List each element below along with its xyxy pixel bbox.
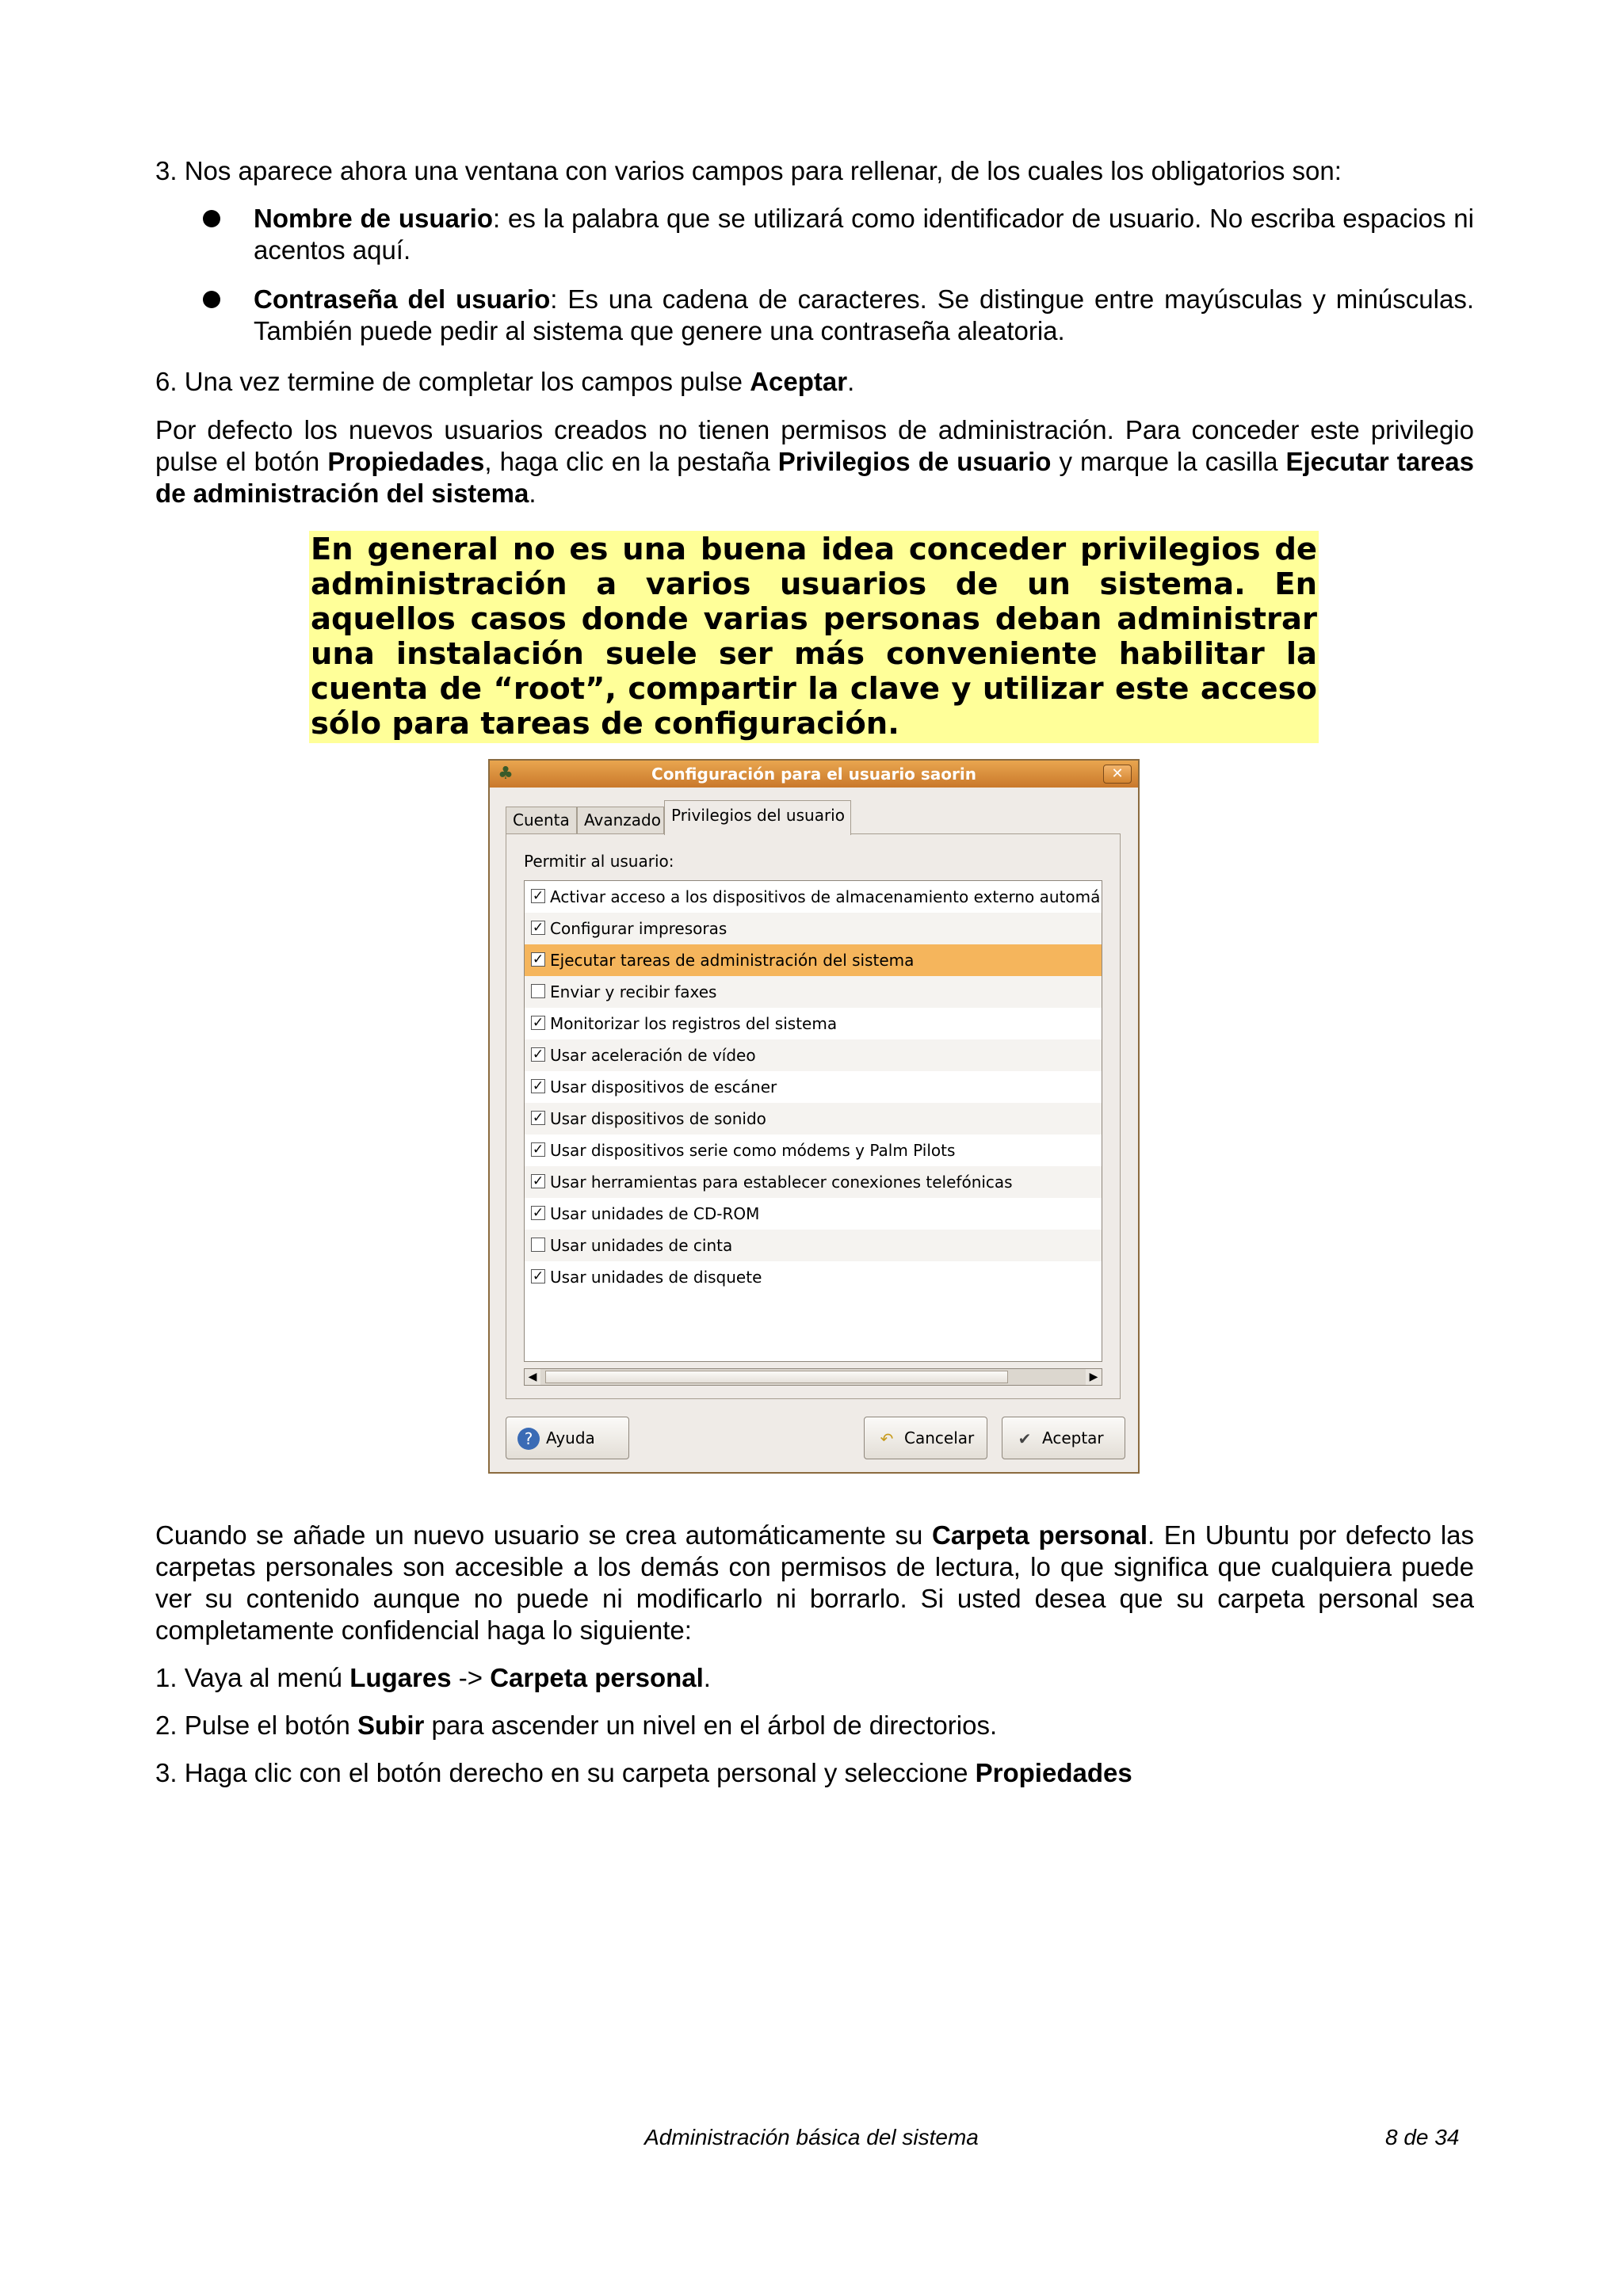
step-1-prefix: 1. Vaya al menú bbox=[155, 1663, 350, 1692]
checkbox-checked[interactable]: ✓ bbox=[532, 952, 544, 967]
paragraph-privileges bbox=[155, 414, 1474, 509]
scroll-right-icon[interactable]: ▶ bbox=[1086, 1369, 1102, 1385]
item-6-text bbox=[155, 366, 854, 398]
privilege-label: Usar dispositivos de escáner bbox=[550, 1077, 777, 1097]
step-1-bold-1: Lugares bbox=[349, 1663, 452, 1692]
privilege-label: Usar unidades de disquete bbox=[550, 1268, 762, 1287]
step-3-prefix: 3. Haga clic con el botón derecho en su carpeta personal y seleccione bbox=[155, 1758, 976, 1787]
checkbox-unchecked[interactable] bbox=[531, 1238, 545, 1252]
checkbox-checked[interactable]: ✓ bbox=[532, 1015, 544, 1031]
privilege-label: Usar unidades de cinta bbox=[550, 1236, 733, 1255]
ok-button-label: Aceptar bbox=[1042, 1428, 1104, 1447]
checkbox-checked[interactable]: ✓ bbox=[532, 920, 544, 936]
bullet-username-desc: : es la palabra que se utilizará como identificador de usuario. No escriba espacios ni acentos aquí. bbox=[254, 204, 1474, 265]
privilege-row[interactable] bbox=[525, 1103, 1102, 1135]
checkbox-checked[interactable]: ✓ bbox=[532, 1268, 544, 1284]
para1-bold-1: Propiedades bbox=[327, 447, 485, 476]
step-3 bbox=[155, 1757, 1132, 1789]
checkbox-checked[interactable]: ✓ bbox=[532, 1078, 544, 1094]
para2-bold-1: Carpeta personal bbox=[931, 1520, 1148, 1550]
bullet-dot bbox=[203, 210, 220, 227]
privilege-row[interactable] bbox=[525, 1039, 1102, 1071]
close-icon: ✕ bbox=[1111, 765, 1124, 782]
checkbox-checked[interactable]: ✓ bbox=[532, 1110, 544, 1126]
checkbox-unchecked[interactable] bbox=[531, 984, 545, 998]
privilege-label: Usar dispositivos serie como módems y Palm Pilots bbox=[550, 1141, 956, 1160]
footer-title: Administración básica del sistema bbox=[644, 2125, 979, 2149]
ok-button[interactable] bbox=[1002, 1417, 1125, 1459]
privilege-label: Usar unidades de CD-ROM bbox=[550, 1204, 760, 1223]
permit-label: Permitir al usuario: bbox=[524, 852, 674, 871]
privilege-row[interactable] bbox=[525, 976, 1102, 1008]
help-icon: ? bbox=[517, 1428, 540, 1450]
privilege-label: Usar dispositivos de sonido bbox=[550, 1109, 766, 1128]
privilege-label: Activar acceso a los dispositivos de almacenamiento externo automá bbox=[550, 887, 1101, 906]
checkbox-checked[interactable]: ✓ bbox=[532, 1047, 544, 1062]
tab-privilegios[interactable]: Privilegios del usuario bbox=[664, 800, 851, 835]
step-2-prefix: 2. Pulse el botón bbox=[155, 1711, 358, 1740]
para1-text-4: . bbox=[529, 479, 537, 508]
privilege-row[interactable] bbox=[525, 944, 1102, 976]
undo-icon: ↶ bbox=[880, 1429, 894, 1448]
privileges-panel bbox=[506, 833, 1121, 1399]
privilege-row[interactable] bbox=[525, 881, 1102, 913]
check-icon: ✔ bbox=[1018, 1429, 1032, 1448]
bullet-username-term: Nombre de usuario bbox=[254, 204, 494, 233]
horizontal-scrollbar[interactable] bbox=[524, 1368, 1102, 1386]
step-1 bbox=[155, 1662, 711, 1694]
privilege-row[interactable] bbox=[525, 913, 1102, 944]
paragraph-personal-folder bbox=[155, 1520, 1474, 1646]
user-settings-dialog bbox=[488, 759, 1140, 1474]
privilege-label: Usar aceleración de vídeo bbox=[550, 1046, 756, 1065]
close-button[interactable] bbox=[1103, 765, 1132, 784]
help-button-label: Ayuda bbox=[546, 1428, 595, 1447]
privilege-row[interactable] bbox=[525, 1008, 1102, 1039]
cancel-button-label: Cancelar bbox=[904, 1428, 975, 1447]
privileges-list bbox=[524, 880, 1102, 1362]
privilege-row[interactable] bbox=[525, 1166, 1102, 1198]
checkbox-checked[interactable]: ✓ bbox=[532, 888, 544, 904]
help-button[interactable] bbox=[506, 1417, 629, 1459]
privilege-label: Ejecutar tareas de administración del sistema bbox=[550, 951, 915, 970]
bullet-username bbox=[254, 203, 1474, 266]
item-3-text bbox=[155, 155, 1342, 187]
scroll-left-icon[interactable]: ◀ bbox=[525, 1369, 540, 1385]
para2-text-2: . En Ubuntu por defecto las carpetas personales son accesible a los demás con permisos de lectura, lo que significa que cualquiera puede ver su contenido aunque no puede ni modificarlo ni borrarlo. Si usted desea que su carpeta personal sea completamente confidencial haga lo siguiente: bbox=[155, 1520, 1475, 1645]
bullet-password-term: Contraseña del usuario bbox=[254, 284, 551, 314]
para1-text-2: , haga clic en la pestaña bbox=[484, 447, 778, 476]
checkbox-checked[interactable]: ✓ bbox=[532, 1142, 544, 1158]
item-6-prefix: 6. Una vez termine de completar los campos pulse bbox=[155, 367, 750, 396]
privilege-row[interactable] bbox=[525, 1198, 1102, 1230]
privilege-row[interactable] bbox=[525, 1135, 1102, 1166]
step-1-bold-2: Carpeta personal bbox=[490, 1663, 704, 1692]
step-2-suffix: para ascender un nivel en el árbol de directorios. bbox=[424, 1711, 998, 1740]
bullet-dot bbox=[203, 291, 220, 308]
privilege-label: Monitorizar los registros del sistema bbox=[550, 1014, 838, 1033]
para2-text-1: Cuando se añade un nuevo usuario se crea automáticamente su bbox=[155, 1520, 932, 1550]
privilege-row[interactable] bbox=[525, 1230, 1102, 1261]
privilege-row[interactable] bbox=[525, 1071, 1102, 1103]
checkbox-checked[interactable]: ✓ bbox=[532, 1173, 544, 1189]
privilege-row[interactable] bbox=[525, 1261, 1102, 1293]
note-text: En general no es una buena idea conceder privilegios de administración a varios usuarios de un sistema. En aquellos casos donde varias personas deban administrar una instalación suele ser más conveniente habilitar la cuenta de “root”, compartir la clave y utilizar este acceso sólo para tareas de configuración. bbox=[311, 532, 1317, 742]
footer-page-number: 8 de 34 bbox=[1385, 2125, 1460, 2149]
tab-avanzado[interactable]: Avanzado bbox=[577, 807, 664, 833]
privilege-label: Enviar y recibir faxes bbox=[550, 982, 717, 1001]
dialog-titlebar bbox=[490, 761, 1138, 788]
tab-cuenta[interactable]: Cuenta bbox=[506, 807, 577, 833]
para1-text-1: Por defecto los nuevos usuarios creados no tienen permisos de administración. Para conceder este privilegio pulse el botón bbox=[155, 415, 1474, 476]
checkbox-checked[interactable]: ✓ bbox=[532, 1205, 544, 1221]
privilege-label: Usar herramientas para establecer conexiones telefónicas bbox=[550, 1173, 1013, 1192]
users-icon: ♣ bbox=[498, 764, 514, 784]
privilege-label: Configurar impresoras bbox=[550, 919, 727, 938]
scrollbar-thumb[interactable] bbox=[545, 1371, 1008, 1383]
dialog-title: Configuración para el usuario saorin bbox=[651, 765, 976, 784]
item-6-suffix: . bbox=[847, 367, 855, 396]
item-3-prefix: 3. Nos aparece ahora una ventana con varios campos para rellenar, de los cuales los obligatorios son: bbox=[155, 156, 1342, 185]
bullet-password-desc: : Es una cadena de caracteres. Se distingue entre mayúsculas y minúsculas. También puede pedir al sistema que genere una contraseña aleatoria. bbox=[254, 284, 1474, 345]
step-1-suffix: . bbox=[703, 1663, 711, 1692]
para1-text-3: y marque la casilla bbox=[1051, 447, 1286, 476]
item-6-bold: Aceptar bbox=[750, 367, 848, 396]
step-2-bold: Subir bbox=[357, 1711, 425, 1740]
cancel-button[interactable] bbox=[864, 1417, 987, 1459]
step-1-mid: -> bbox=[451, 1663, 491, 1692]
step-2 bbox=[155, 1710, 997, 1741]
bullet-password bbox=[254, 284, 1474, 347]
para1-bold-2: Privilegios de usuario bbox=[777, 447, 1052, 476]
para1-bold-3: Ejecutar tareas de administración del sistema bbox=[155, 447, 1474, 508]
step-3-bold: Propiedades bbox=[975, 1758, 1132, 1787]
